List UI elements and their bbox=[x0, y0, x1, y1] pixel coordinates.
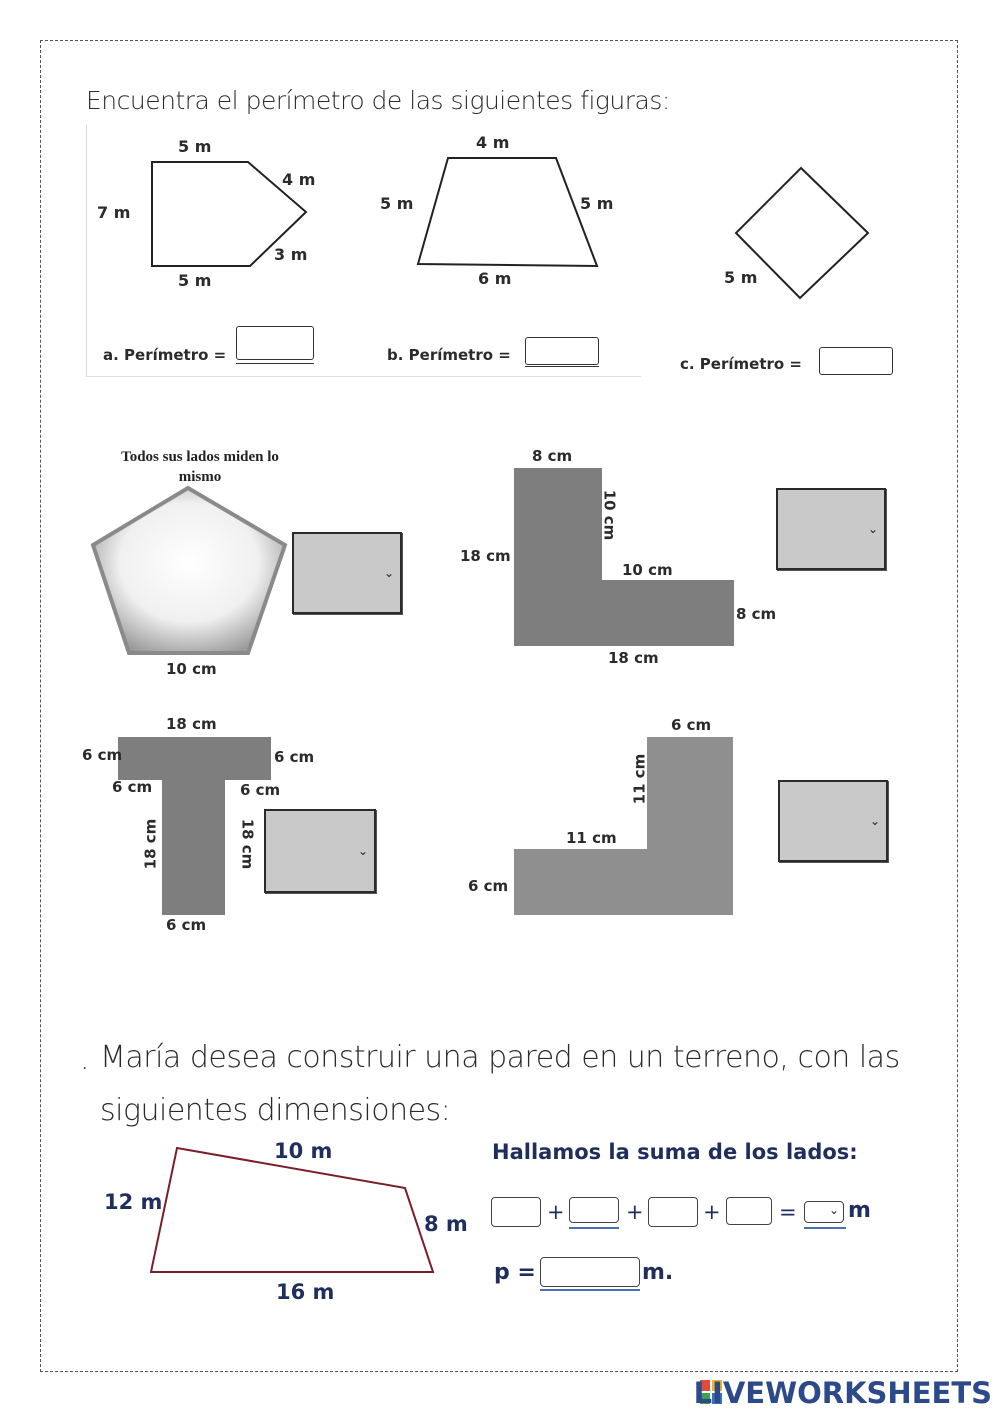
plus-sign-3: + bbox=[703, 1200, 721, 1224]
l-top: 8 cm bbox=[532, 447, 573, 465]
t-top: 18 cm bbox=[166, 715, 217, 733]
l-inner-vertical: 10 cm bbox=[600, 489, 619, 541]
section1-figures bbox=[0, 0, 1000, 400]
t-stem-left: 18 cm bbox=[141, 818, 160, 870]
pentagon-note: Todos sus lados miden lo mismo bbox=[121, 449, 279, 485]
answer-b-label: b. Perímetro = bbox=[387, 346, 511, 364]
sum-result-underline bbox=[804, 1227, 846, 1229]
liveworksheets-logo[interactable]: LIVEWORKSHEETS bbox=[693, 1376, 992, 1410]
pentagon-shape bbox=[93, 488, 285, 653]
terrain-right: 8 m bbox=[424, 1212, 468, 1236]
terrain-top: 10 m bbox=[274, 1139, 333, 1163]
pentagon-answer-dropdown[interactable] bbox=[292, 532, 402, 614]
answer-b-underline bbox=[525, 366, 599, 367]
fig-b-right: 5 m bbox=[580, 194, 614, 213]
perimeter-label: p = bbox=[494, 1260, 536, 1285]
terrain-bottom: 16 m bbox=[276, 1280, 335, 1304]
fig-a-bottom: 5 m bbox=[178, 271, 212, 290]
fig-b-left: 5 m bbox=[380, 194, 414, 213]
plus-sign-1: + bbox=[547, 1200, 565, 1224]
answer-a-label: a. Perímetro = bbox=[103, 346, 227, 364]
side-input-2[interactable] bbox=[569, 1197, 619, 1223]
step-top: 6 cm bbox=[671, 716, 712, 734]
l-shape bbox=[514, 468, 734, 646]
l-right: 8 cm bbox=[736, 605, 777, 623]
answer-c-label: c. Perímetro = bbox=[680, 355, 802, 373]
step-shape bbox=[514, 737, 733, 915]
step-left: 6 cm bbox=[468, 877, 509, 895]
step-vertical: 11 cm bbox=[630, 753, 649, 805]
sum-result-dropdown[interactable] bbox=[804, 1201, 844, 1223]
problem-bullet: . bbox=[80, 1042, 89, 1076]
l-inner-horizontal: 10 cm bbox=[622, 561, 673, 579]
answer-b-input[interactable] bbox=[525, 337, 599, 365]
l-left: 18 cm bbox=[460, 547, 511, 565]
chevron-down-icon: ⌄ bbox=[867, 522, 878, 536]
terrain-figure bbox=[0, 1130, 500, 1290]
l-bottom: 18 cm bbox=[608, 649, 659, 667]
fig-b-bottom: 6 m bbox=[478, 269, 512, 288]
side-input-1[interactable] bbox=[491, 1197, 541, 1227]
perimeter-underline bbox=[540, 1289, 640, 1291]
problem-line-1: María desea construir una pared en un terreno, con las bbox=[100, 1040, 900, 1075]
plus-sign-2: + bbox=[626, 1200, 644, 1224]
terrain-left: 12 m bbox=[104, 1190, 163, 1214]
figure-b-shape bbox=[418, 158, 597, 266]
side-input-4[interactable] bbox=[726, 1197, 772, 1225]
t-left-end: 6 cm bbox=[82, 746, 123, 764]
side-input-2-underline bbox=[569, 1227, 619, 1229]
terrain-shape bbox=[151, 1148, 433, 1272]
answer-a-input[interactable] bbox=[236, 326, 314, 360]
fig-a-lower-right: 3 m bbox=[274, 245, 308, 264]
fig-a-left: 7 m bbox=[97, 203, 131, 222]
fig-a-top: 5 m bbox=[178, 137, 212, 156]
equals-sign: = bbox=[779, 1200, 797, 1224]
answer-c-input[interactable] bbox=[819, 347, 893, 375]
chevron-down-icon: ⌄ bbox=[383, 566, 394, 580]
perimeter-unit: m. bbox=[642, 1260, 674, 1285]
t-right-end: 6 cm bbox=[274, 748, 315, 766]
t-bottom: 6 cm bbox=[166, 916, 207, 934]
problem-line-2: siguientes dimensiones: bbox=[100, 1093, 451, 1128]
l-answer-dropdown[interactable] bbox=[776, 488, 886, 570]
sum-unit: m bbox=[848, 1198, 871, 1223]
sum-title: Hallamos la suma de los lados: bbox=[492, 1140, 858, 1164]
answer-a-underline bbox=[236, 363, 314, 364]
t-stem-right: 18 cm bbox=[238, 818, 257, 870]
pentagon-side: 10 cm bbox=[166, 660, 217, 678]
chevron-down-icon: ⌄ bbox=[357, 844, 368, 858]
chevron-down-icon: ⌄ bbox=[828, 1203, 839, 1217]
fig-c-side: 5 m bbox=[724, 268, 758, 287]
side-input-3[interactable] bbox=[648, 1197, 698, 1227]
fig-a-upper-right: 4 m bbox=[282, 170, 316, 189]
perimeter-input[interactable] bbox=[540, 1257, 640, 1287]
chevron-down-icon: ⌄ bbox=[869, 814, 880, 828]
t-answer-dropdown[interactable] bbox=[264, 809, 376, 893]
step-answer-dropdown[interactable] bbox=[778, 780, 888, 862]
fig-b-top: 4 m bbox=[476, 133, 510, 152]
t-under-right: 6 cm bbox=[240, 781, 281, 799]
section1-title: Encuentra el perímetro de las siguientes figuras: bbox=[86, 86, 670, 115]
step-horizontal: 11 cm bbox=[566, 829, 617, 847]
t-under-left: 6 cm bbox=[112, 778, 153, 796]
